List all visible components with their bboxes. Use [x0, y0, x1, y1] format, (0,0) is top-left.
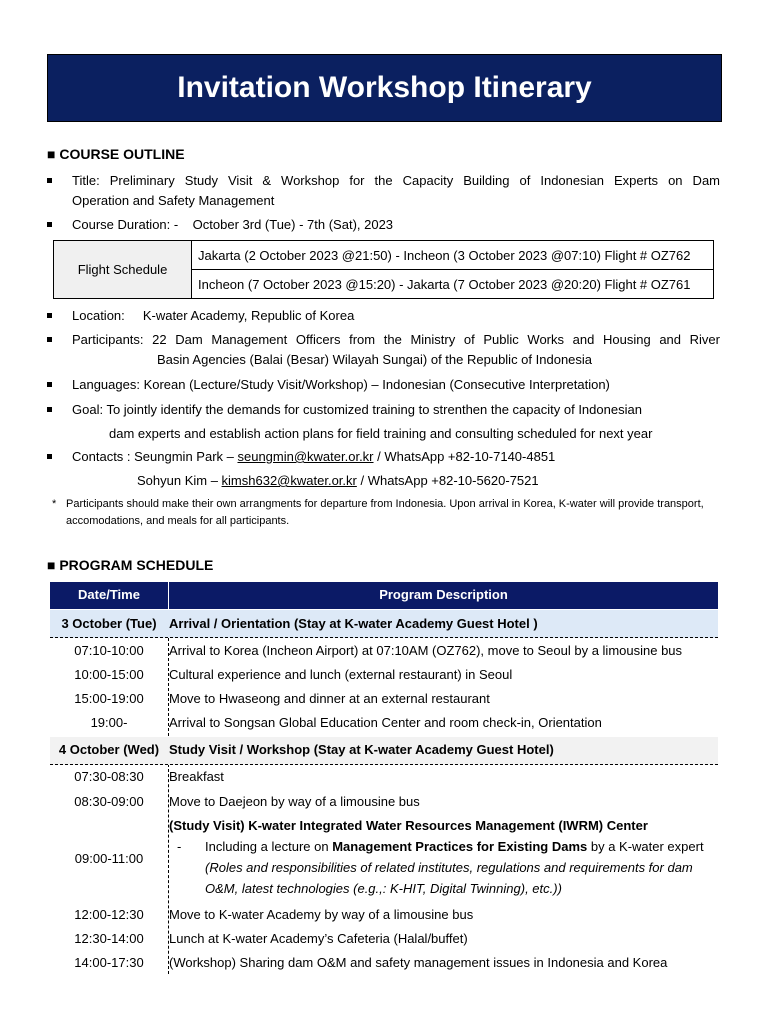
day1-title: Arrival / Orientation (Stay at K-water Academy Guest Hotel ) [169, 616, 538, 631]
course-duration: Course Duration: - October 3rd (Tue) - 7th (Sat), 2023 [72, 217, 394, 232]
goal-bullet [47, 400, 720, 444]
languages-text: Languages: Korean (Lecture/Study Visit/Workshop) – Indonesian (Consecutive Interpretation) [72, 377, 610, 392]
row-time: 09:00-11:00 [74, 851, 144, 866]
table-row [50, 953, 718, 977]
course-title-line1: Title: Preliminary Study Visit & Workshop for the Capacity Building of Indonesian Experts on Dam [72, 173, 720, 188]
participants-line2: Basin Agencies (Balai (Besar) Wilayah Sungai) of the Republic of Indonesia [157, 352, 593, 367]
row-time: 14:00-17:30 [74, 955, 144, 970]
lecture-topic: Management Practices for Existing Dams [332, 839, 588, 854]
row-time: 10:00-15:00 [74, 667, 144, 682]
contact1-email-link[interactable]: seungmin@kwater.or.kr [237, 449, 374, 464]
row-description: Move to Daejeon by way of a limousine bus [169, 794, 420, 809]
contact2-email-link[interactable]: kimsh632@kwater.or.kr [221, 473, 357, 488]
contact-line1 [72, 445, 720, 469]
location-bullet [47, 306, 720, 326]
goal-line1: Goal: To jointly identify the demands for customized training to strenthen the capacity of Indonesian [72, 402, 642, 417]
bullet-icon [47, 454, 52, 459]
header-program-description: Program Description [168, 582, 718, 609]
page-title: Invitation Workshop Itinerary [177, 71, 592, 104]
bullet-icon [47, 407, 52, 412]
flight-schedule-label: Flight Schedule [54, 241, 192, 299]
duration-bullet [47, 215, 720, 235]
row-description: (Workshop) Sharing dam O&M and safety management issues in Indonesia and Korea [169, 955, 668, 970]
row-time: 07:30-08:30 [74, 769, 144, 784]
lecture-pre: Including a lecture on [205, 839, 333, 854]
row-description: Lunch at K-water Academy’s Cafeteria (Halal/buffet) [169, 931, 468, 946]
row-description: Arrival to Korea (Incheon Airport) at 07:10AM (OZ762), move to Seoul by a limousine bus [169, 643, 683, 658]
table-row [50, 905, 718, 929]
table-row [50, 929, 718, 953]
goal-line2: dam experts and establish action plans for field training and consulting scheduled for next year [109, 426, 653, 441]
course-outline-heading: ■ COURSE OUTLINE [47, 146, 185, 162]
table-row [50, 792, 718, 816]
day-row-4-october [50, 737, 718, 765]
participants-line1: Participants: 22 Dam Management Officers from the Ministry of Public Works and Housing and River [72, 332, 720, 347]
row-description: Breakfast [169, 769, 224, 784]
program-schedule-heading: ■ PROGRAM SCHEDULE [47, 557, 214, 573]
day-row-3-october [50, 610, 718, 638]
header-date-time: Date/Time [78, 587, 140, 602]
flight-schedule-table [53, 240, 714, 299]
bullet-icon [47, 337, 52, 342]
row-description: Cultural experience and lunch (external restaurant) in Seoul [169, 667, 513, 682]
table-row [50, 767, 718, 791]
location-text: Location: K-water Academy, Republic of Korea [72, 308, 355, 323]
row-description: Move to Hwaseong and dinner at an external restaurant [169, 691, 490, 706]
note-asterisk: * [52, 498, 57, 510]
row-description: Arrival to Songsan Global Education Center and room check-in, Orientation [169, 715, 602, 730]
table-row [50, 713, 718, 737]
bullet-icon [47, 382, 52, 387]
row-time: 15:00-19:00 [74, 691, 144, 706]
row-time: 19:00- [90, 715, 128, 730]
flight-outbound: Jakarta (2 October 2023 @21:50) - Incheon (3 October 2023 @07:10) Flight # OZ762 [192, 241, 714, 270]
title-banner [47, 54, 722, 122]
title-bullet [47, 171, 720, 211]
table-row [50, 641, 718, 665]
course-title-line2: Operation and Safety Management [72, 193, 275, 208]
bullet-icon [47, 222, 52, 227]
study-visit-heading: (Study Visit) K-water Integrated Water Resources Management (IWRM) Center [169, 818, 648, 833]
contact1-phone: / WhatsApp +82-10-7140-4851 [373, 449, 556, 464]
contact2-phone: / WhatsApp +82-10-5620-7521 [356, 473, 539, 488]
table-row [50, 665, 718, 689]
row-time: 12:30-14:00 [74, 931, 144, 946]
participants-bullet [47, 330, 720, 372]
row-time: 08:30-09:00 [74, 794, 144, 809]
schedule-header-row [50, 582, 718, 609]
day2-title: Study Visit / Workshop (Stay at K-water Academy Guest Hotel) [169, 742, 554, 757]
lecture-detail-2: O&M, latest technologies (e.g.,: K-HIT, Digital Twinning), etc.)) [205, 881, 562, 896]
row-description: Move to K-water Academy by way of a limousine bus [169, 907, 474, 922]
bullet-icon [47, 178, 52, 183]
note-text: Participants should make their own arrangments for departure from Indonesia. Upon arrival in Korea, K-water will provide transport, accomodations, and meals for all participants. [66, 498, 704, 527]
lecture-post: by a K-water expert [587, 839, 704, 854]
contact1-name: Contacts : Seungmin Park – [72, 449, 238, 464]
lecture-line [169, 836, 718, 857]
row-time: 12:00-12:30 [74, 907, 144, 922]
study-visit-block [50, 815, 718, 901]
languages-bullet [47, 375, 720, 395]
flight-return: Incheon (7 October 2023 @15:20) - Jakarta (7 October 2023 @20:20) Flight # OZ761 [192, 270, 714, 299]
table-row [50, 689, 718, 713]
contact-line2 [72, 469, 720, 493]
bullet-icon [47, 313, 52, 318]
contact2-name: Sohyun Kim – [137, 473, 222, 488]
lecture-detail-1: (Roles and responsibilities of related institutes, regulations and requirements for dam [205, 860, 693, 875]
lecture-text [205, 836, 704, 857]
contacts-bullet [47, 447, 720, 491]
dash-marker: - [177, 839, 182, 854]
day1-date: 3 October (Tue) [61, 616, 157, 631]
day2-date: 4 October (Wed) [58, 742, 160, 757]
row-time: 07:10-10:00 [74, 643, 144, 658]
row-description [169, 815, 718, 899]
